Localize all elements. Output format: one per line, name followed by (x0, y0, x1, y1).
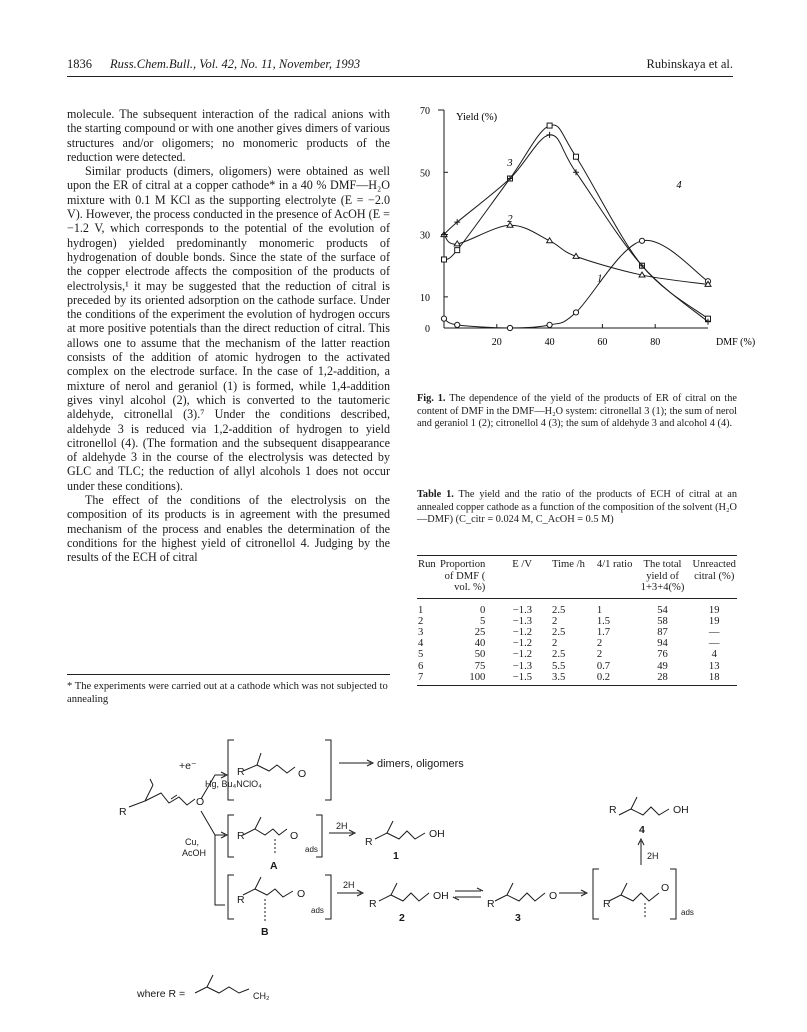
data-point (455, 248, 460, 253)
scheme-oh-2: OH (433, 890, 449, 902)
scheme-r-3: R (487, 898, 495, 910)
scheme-2h-a: 2H (336, 821, 348, 831)
series-label-1: 1 (597, 273, 603, 285)
x-tick-label: 20 (491, 337, 502, 348)
table-cell-ratio: 1 (596, 604, 603, 616)
table-cell-ratio: 1.7 (596, 626, 611, 638)
header-rule (67, 76, 733, 77)
table-cell-time: 2.5 (552, 649, 566, 661)
scheme-ads-final: ads (681, 908, 694, 917)
data-point (442, 257, 447, 262)
data-point (547, 123, 552, 128)
scheme-label-3: 3 (515, 912, 521, 924)
x-axis-label: DMF (%) (716, 337, 756, 348)
scheme-r-a: R (237, 830, 245, 842)
data-point (573, 169, 579, 175)
table-cell-unreacted: 19 (708, 604, 720, 616)
table-row (417, 616, 737, 627)
paragraph-1: molecule. The subsequent interaction of the radical anions with the starting compound or with one another gives dimers of various structures and/or oligomers; no monomeric products of the reduction were detected. (67, 107, 390, 164)
scheme-label-a: A (270, 860, 278, 872)
table-cell-unreacted: 13 (708, 660, 720, 672)
table-cell-total-yield: 58 (657, 615, 668, 627)
table-cell-run: 4 (418, 638, 424, 650)
table-cell-dmf: 0 (480, 604, 486, 616)
table-cell-run: 5 (418, 649, 424, 661)
y-tick-label: 0 (425, 324, 430, 335)
table-cell-total-yield: 28 (657, 671, 668, 683)
table-cell-time: 3.5 (552, 671, 566, 683)
scheme-oh-1: OH (429, 828, 445, 840)
scheme-ads-a: ads (305, 845, 318, 854)
scheme-o-a: O (290, 830, 299, 842)
scheme-r-4: R (609, 804, 617, 816)
table-header-dmf: Proportion of DMF ( vol. %) (439, 559, 486, 593)
running-header-left (67, 57, 360, 72)
data-point (574, 154, 579, 159)
table-cell-unreacted: 19 (708, 615, 720, 627)
running-header-right (647, 57, 733, 72)
scheme-o-b: O (297, 888, 306, 900)
table-cell-total-yield: 87 (657, 626, 668, 638)
table-row (417, 672, 737, 686)
y-tick-label: 50 (420, 168, 430, 180)
table-cell-total-yield: 54 (657, 604, 668, 616)
scheme-r-1: R (365, 836, 373, 848)
scheme-acoh-conditions: AcOH (182, 848, 207, 858)
table-cell-ratio: 1.5 (596, 615, 611, 627)
reaction-scheme-svg (115, 735, 735, 1025)
table-cell-unreacted: — (708, 626, 720, 638)
table-cell-ratio: 0.2 (596, 671, 611, 683)
y-tick-label: 10 (420, 292, 430, 304)
reaction-scheme (115, 735, 735, 1025)
series-line-4 (444, 135, 708, 322)
scheme-r-final: R (603, 898, 611, 910)
table-row (417, 661, 737, 672)
table-cell-unreacted: 18 (708, 671, 720, 683)
results-table (417, 555, 737, 686)
data-point (547, 132, 553, 138)
table-cell-unreacted: — (708, 638, 720, 650)
table-cell-time: 2.5 (552, 626, 566, 638)
paragraph-3: The effect of the conditions of the electrolysis on the composition of its products is in agreement with the presumed mechanism of the process and enables the determination of the conditions for the highest yield of citronellol 4. Judging by the results of the ECH of citral (67, 493, 390, 565)
table-cell-potential: −1.2 (512, 638, 533, 650)
table-cell-run: 3 (418, 626, 424, 638)
scheme-o-radical: O (298, 768, 307, 780)
table-cell-dmf: 25 (474, 626, 486, 638)
scheme-label-4: 4 (639, 824, 645, 836)
scheme-2h-b: 2H (343, 880, 355, 890)
y-tick-label: 30 (420, 230, 430, 242)
table-cell-total-yield: 94 (657, 638, 668, 650)
data-point (507, 325, 512, 330)
scheme-oh-4: OH (673, 804, 689, 816)
x-tick-label: 60 (597, 337, 608, 348)
scheme-label-1: 1 (393, 850, 399, 862)
scheme-hg-conditions: Hg, Bu₄NClO₄ (205, 779, 262, 789)
table-row (417, 627, 737, 638)
table-cell-potential: −1.3 (512, 604, 533, 616)
scheme-r-b: R (237, 894, 245, 906)
table-cell-potential: −1.2 (512, 626, 533, 638)
scheme-r-2: R (369, 898, 377, 910)
figure-label: Fig. 1. (417, 393, 446, 404)
table-cell-potential: −1.2 (512, 649, 533, 661)
table-header-ratio: 4/1 ratio (596, 559, 633, 570)
x-tick-label: 80 (650, 337, 661, 348)
page-number: 1836 (67, 57, 92, 71)
table-cell-potential: −1.3 (512, 660, 533, 672)
scheme-label-2: 2 (399, 912, 405, 924)
scheme-r-citral: R (119, 806, 127, 818)
y-axis-label: Yield (%) (456, 112, 498, 123)
table-cell-ratio: 0.7 (596, 660, 611, 672)
table-cell-run: 6 (418, 660, 424, 672)
table-cell-run: 2 (418, 615, 424, 627)
journal-citation: Russ.Chem.Bull., Vol. 42, No. 11, November, 1993 (110, 57, 361, 71)
data-point (547, 322, 552, 327)
table-label: Table 1. (417, 489, 454, 500)
y-tick-label: 70 (420, 106, 430, 117)
scheme-label-b: B (261, 926, 269, 938)
table-cell-run: 7 (418, 671, 424, 683)
table-cell-potential: −1.5 (512, 671, 533, 683)
scheme-where-r: where R = (137, 988, 186, 1000)
table-cell-time: 2 (552, 638, 558, 650)
scheme-2h-final: 2H (647, 851, 659, 861)
yield-chart-svg (408, 100, 756, 358)
series-label-2: 2 (507, 214, 513, 226)
x-tick-label: 40 (544, 337, 555, 348)
data-point (455, 322, 460, 327)
table-row (417, 638, 737, 649)
footnote: * The experiments were carried out at a cathode which was not subjected to annealing (67, 681, 388, 705)
yield-chart (408, 100, 756, 358)
table-header-total-yield: The total yield of 1+3+4(%) (640, 559, 685, 593)
table-cell-potential: −1.3 (512, 615, 533, 627)
table-row (417, 649, 737, 660)
paragraph-2: Similar products (dimers, oligomers) were obtained as well upon the ER of citral at a copper cathode* in a 40 % DMF—H₂O mixture with 0.1 M KCl as the supporting electrolyte (E = −2.0 V). However, the process conducted in the presence of AcOH (E = −1.2 V, which corresponds to the potential of the evolution of hydrogen) yielded predominantly monomeric products of hydrogenation of double bonds. Since the state of the surface of the copper electrode affects the composition of the products of electrolysis,¹ it may be suggested that the reduction of citral is preceded by its oriented adsorption on the cathode surface. Under the conditions of the experiment the evolution of hydrogen occurs at more positive potentials than the direct reduction of citral. This allows one to assume that the mechanism of the latter reaction consists of the addition of atomic hydrogen to the activated complex on the electrode surface. In the case of 1,2-addition, a mixture of nerol and geraniol (1) is formed, while 1,4-addition gives vinyl alcohol (2), which is converted to the tautomeric aldehyde, citronellal (3).⁷ Under the conditions described, aldehyde 3 is reduced via 1,2-addition of hydrogen to yield citronellol (4). (The formation and the subsequent disappearance of aldehyde 3 in the course of the electrolysis was detected by GLC and TLC; the reduction of allyl alcohols 1 does not occur under these conditions). (67, 164, 390, 493)
table-cell-run: 1 (418, 604, 424, 616)
table-cell-ratio: 2 (596, 649, 603, 661)
table-header-unreacted: Unreacted citral (%) (692, 559, 736, 582)
table-cell-time: 5.5 (552, 660, 566, 672)
table-header-potential: E /V (512, 559, 533, 570)
table-header-time: Time /h (552, 559, 585, 570)
scheme-o-final: O (661, 882, 670, 894)
figure-caption-text: The dependence of the yield of the products of ER of citral on the content of DMF in the DMF—H₂O system: citronellal 3 (1); the sum of nerol and geraniol 1 (2); citronellol 4 (3); the sum of aldehyde 3 and alcohol 4 (4). (417, 393, 737, 429)
scheme-ch2: CH₂ (253, 991, 270, 1001)
data-point (441, 316, 446, 321)
series-label-3: 3 (507, 158, 513, 170)
scheme-cu-conditions: Cu, (185, 837, 200, 847)
table-caption (417, 489, 737, 527)
table-header-run: Run (418, 559, 436, 570)
scheme-ads-b: ads (311, 906, 324, 915)
table-cell-time: 2 (552, 615, 558, 627)
data-point (639, 238, 644, 243)
scheme-bonds (129, 740, 676, 993)
table-cell-dmf: 5 (480, 615, 486, 627)
figure-caption (417, 393, 737, 431)
footnote-rule (67, 674, 390, 675)
table-cell-total-yield: 76 (657, 649, 668, 661)
scheme-o-citral: O (196, 796, 205, 808)
table-cell-dmf: 100 (469, 671, 486, 683)
table-cell-ratio: 2 (596, 638, 603, 650)
table-cell-unreacted: 4 (711, 649, 717, 661)
table-cell-total-yield: 49 (657, 660, 668, 672)
table-cell-dmf: 50 (474, 649, 486, 661)
scheme-r-radical: R (237, 766, 245, 778)
authors: Rubinskaya et al. (646, 57, 733, 71)
table-cell-dmf: 40 (474, 638, 486, 650)
scheme-electron: +e⁻ (179, 760, 197, 772)
scheme-o-3: O (549, 890, 558, 902)
series-label-4: 4 (676, 179, 682, 191)
scheme-labels (119, 758, 694, 1001)
table-cell-time: 2.5 (552, 604, 566, 616)
table-row (417, 598, 737, 616)
table-header-row (417, 556, 737, 599)
data-point (573, 310, 578, 315)
scheme-dimers: dimers, oligomers (377, 758, 464, 770)
table-caption-text: The yield and the ratio of the products of ECH of citral at an annealed copper cathode as a function of the composition of the solvent (H₂O—DMF) (C_citr = 0.024 M, C_AcOH = 0.5 M) (417, 489, 738, 525)
table-cell-dmf: 75 (474, 660, 486, 672)
body-text-column (67, 107, 390, 565)
